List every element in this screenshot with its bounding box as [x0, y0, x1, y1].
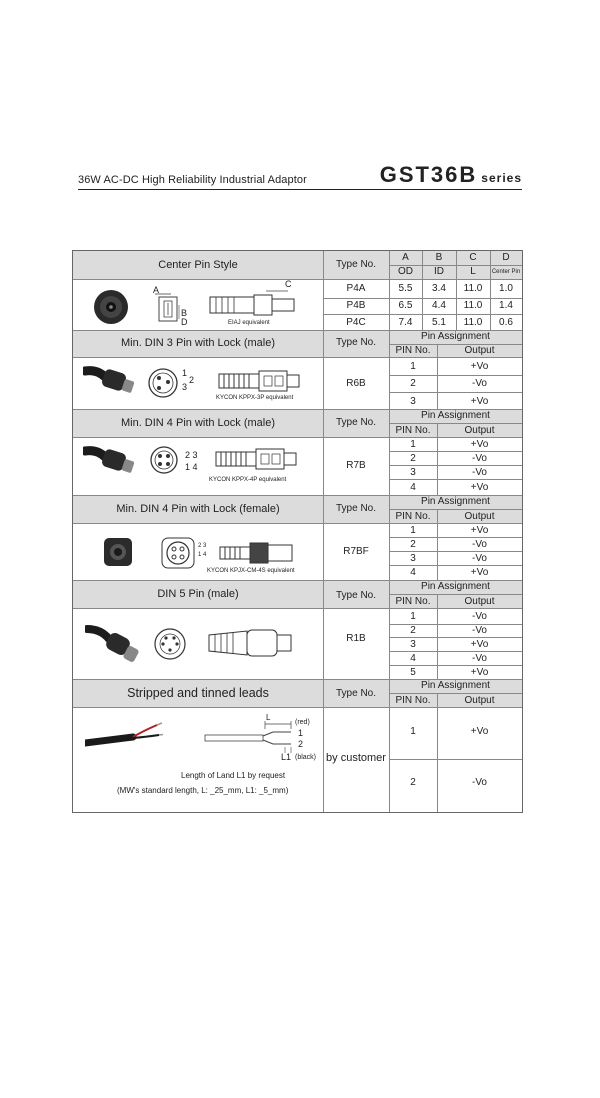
din4f-output-header: Output: [464, 511, 495, 522]
p4a-id: 3.4: [432, 283, 446, 294]
din5-pin-assignment: Pin Assignment: [421, 581, 490, 592]
col-letter-d: D: [502, 252, 510, 263]
din5-output-header: Output: [464, 596, 495, 607]
din5-pin-5-no: 5: [410, 667, 416, 678]
p4b-center-pin: 1.4: [499, 300, 513, 311]
din3-pin-assignment: Pin Assignment: [421, 331, 490, 342]
din4f-equivalent-label: KYCON KPJX-CM-4S equivalent: [207, 568, 295, 574]
center-pin-plug-photo: [91, 287, 131, 327]
din3-pin-no-header: PIN No.: [395, 345, 431, 356]
din4f-connector-drawing: [219, 541, 295, 565]
din5-connector-drawing: [207, 629, 297, 657]
din4f-pin-2-no: 2: [410, 539, 416, 550]
din4f-socket-photo: [103, 537, 133, 567]
leads-note-length: Length of Land L1 by request: [181, 771, 286, 780]
p4c-l: 11.0: [463, 317, 483, 328]
leads-fig-l1: L1: [281, 752, 292, 762]
din3-plug-photo: [83, 363, 139, 399]
fig-label-c: C: [285, 279, 292, 289]
din5-type-value: R1B: [346, 633, 366, 644]
din4f-pin-assignment: Pin Assignment: [421, 496, 490, 507]
leads-note-standard: (MW's standard length, L: _25_mm, L1: _5_mm): [117, 786, 289, 795]
din4f-pin-3-no: 3: [410, 553, 416, 564]
leads-cable-photo: [85, 721, 163, 751]
p4c-center-pin: 0.6: [499, 317, 513, 328]
din5-pin-4-no: 4: [410, 653, 416, 664]
din4f-fig-pins-top: 2 3: [198, 543, 207, 549]
model-series: series: [481, 171, 522, 185]
col-name-center-pin: Center Pin: [491, 269, 521, 275]
din4f-pin-1-out: +Vo: [470, 525, 489, 536]
din5-pin-1-out: -Vo: [471, 611, 487, 622]
din4m-pin-1-no: 1: [410, 439, 416, 450]
connector-table: [72, 250, 523, 813]
p4c-od: 7.4: [398, 317, 413, 328]
din3-type-value: R6B: [346, 378, 366, 389]
din4f-pin-2-out: -Vo: [471, 539, 487, 550]
model-name: GST36B: [379, 162, 478, 187]
din4f-pin-face: [161, 537, 195, 569]
din5-pin-2-out: -Vo: [471, 625, 487, 636]
din4m-title: Min. DIN 4 Pin with Lock (male): [120, 417, 276, 429]
din5-pin-5-out: +Vo: [470, 667, 489, 678]
fig-label-d: D: [181, 317, 188, 327]
din4f-title: Min. DIN 4 Pin with Lock (female): [116, 503, 280, 515]
din3-equivalent-label: KYCON KPPX-3P equivalent: [216, 395, 294, 401]
din4f-pin-1-no: 1: [410, 525, 416, 536]
din4f-pin-no-header: PIN No.: [395, 511, 431, 522]
type-p4a: P4A: [346, 283, 366, 294]
col-name-od: OD: [398, 266, 413, 277]
eiaj-equivalent-label: EIAJ equivalent: [228, 320, 270, 326]
p4b-l: 11.0: [463, 300, 483, 311]
din5-title: DIN 5 Pin (male): [157, 588, 239, 600]
page-subtitle: 36W AC-DC High Reliability Industrial Adaptor: [78, 174, 307, 186]
din4m-pin-assignment: Pin Assignment: [421, 410, 490, 421]
din5-pin-face: [153, 627, 187, 661]
din4m-pin-4-no: 4: [410, 482, 416, 493]
din4m-type-value: R7B: [346, 460, 366, 471]
din3-connector-drawing: [218, 369, 302, 393]
fig-label-a: A: [153, 285, 160, 295]
col-name-id: ID: [434, 266, 444, 277]
col-letter-a: A: [402, 252, 409, 263]
page-header: [78, 160, 522, 190]
din4f-pin-3-out: -Vo: [471, 553, 487, 564]
din3-fig-pin-2: 2: [189, 375, 195, 385]
din4m-plug-photo: [83, 443, 139, 479]
col-letter-c: C: [469, 252, 477, 263]
din4m-pin-face: [149, 445, 179, 475]
din4m-pin-4-out: +Vo: [470, 482, 489, 493]
leads-fig-red: (red): [295, 719, 310, 726]
din4m-equivalent-label: KYCON KPPX-4P equivalent: [209, 477, 287, 483]
din3-pin-2-out: -Vo: [471, 378, 487, 389]
din4m-connector-drawing: [215, 447, 299, 471]
din3-pin-1-no: 1: [410, 361, 416, 372]
model-title: [380, 162, 522, 188]
leads-fig-l: L: [266, 713, 271, 722]
din4f-pin-4-out: +Vo: [470, 567, 489, 578]
din3-pin-3-out: +Vo: [470, 396, 489, 407]
din4f-pin-4-no: 4: [410, 567, 416, 578]
leads-pin-1-no: 1: [410, 726, 416, 737]
leads-pin-1-out: +Vo: [470, 726, 489, 737]
type-p4c: P4C: [346, 317, 366, 328]
din4m-pin-2-no: 2: [410, 453, 416, 464]
din3-type-no: Type No.: [335, 337, 377, 348]
p4a-od: 5.5: [398, 283, 413, 294]
din3-output-header: Output: [464, 345, 495, 356]
type-p4b: P4B: [346, 300, 366, 311]
din4m-pin-3-out: -Vo: [471, 467, 487, 478]
leads-fig-black: (black): [295, 754, 317, 761]
leads-pin-2-out: -Vo: [471, 777, 487, 788]
leads-title: Stripped and tinned leads: [127, 686, 269, 700]
din4m-output-header: Output: [464, 425, 495, 436]
leads-type-no: Type No.: [335, 688, 377, 699]
din5-pin-4-out: -Vo: [471, 653, 487, 664]
din3-pin-3-no: 3: [410, 396, 416, 407]
din5-pin-1-no: 1: [410, 611, 416, 622]
din3-pin-face: [147, 367, 179, 399]
p4c-id: 5.1: [432, 317, 446, 328]
din4f-fig-pins-bottom: 1 4: [198, 552, 207, 558]
din4f-type-value: R7BF: [343, 546, 369, 557]
center-pin-type-no: Type No.: [335, 259, 377, 270]
eiaj-plug-drawing: [208, 287, 300, 319]
din5-pin-2-no: 2: [410, 625, 416, 636]
din5-pin-3-no: 3: [410, 639, 416, 650]
leads-fig-wire-2: 2: [298, 739, 304, 749]
p4a-center-pin: 1.0: [499, 283, 513, 294]
header-rule: [78, 189, 522, 190]
din5-type-no: Type No.: [335, 590, 377, 601]
din3-pin-1-out: +Vo: [470, 361, 489, 372]
leads-fig-wire-1: 1: [298, 728, 304, 738]
din4m-type-no: Type No.: [335, 417, 377, 428]
din3-title: Min. DIN 3 Pin with Lock (male): [120, 337, 276, 349]
din4m-fig-pins-bottom: 1 4: [185, 462, 198, 472]
din4m-pin-2-out: -Vo: [471, 453, 487, 464]
center-pin-title: Center Pin Style: [158, 259, 238, 271]
din4f-type-no: Type No.: [335, 503, 377, 514]
p4a-l: 11.0: [463, 283, 483, 294]
din5-pin-3-out: +Vo: [470, 639, 489, 650]
din4m-pin-3-no: 3: [410, 467, 416, 478]
din4m-pin-no-header: PIN No.: [395, 425, 431, 436]
col-letter-b: B: [435, 252, 443, 263]
leads-type-value: by customer: [326, 752, 386, 764]
din5-pin-no-header: PIN No.: [395, 596, 431, 607]
leads-pin-2-no: 2: [410, 777, 416, 788]
din3-pin-2-no: 2: [410, 378, 416, 389]
din4m-pin-1-out: +Vo: [470, 439, 489, 450]
p4b-od: 6.5: [398, 300, 413, 311]
din3-fig-pin-3: 3: [182, 382, 188, 392]
p4b-id: 4.4: [432, 300, 446, 311]
leads-pin-no-header: PIN No.: [395, 695, 431, 706]
fig-label-b: B: [181, 308, 188, 318]
leads-output-header: Output: [464, 695, 495, 706]
col-name-l: L: [470, 266, 476, 277]
din5-plug-photo: [85, 623, 145, 667]
leads-pin-assignment: Pin Assignment: [421, 680, 490, 691]
din4m-fig-pins-top: 2 3: [185, 450, 198, 460]
din3-fig-pin-1: 1: [182, 368, 188, 378]
